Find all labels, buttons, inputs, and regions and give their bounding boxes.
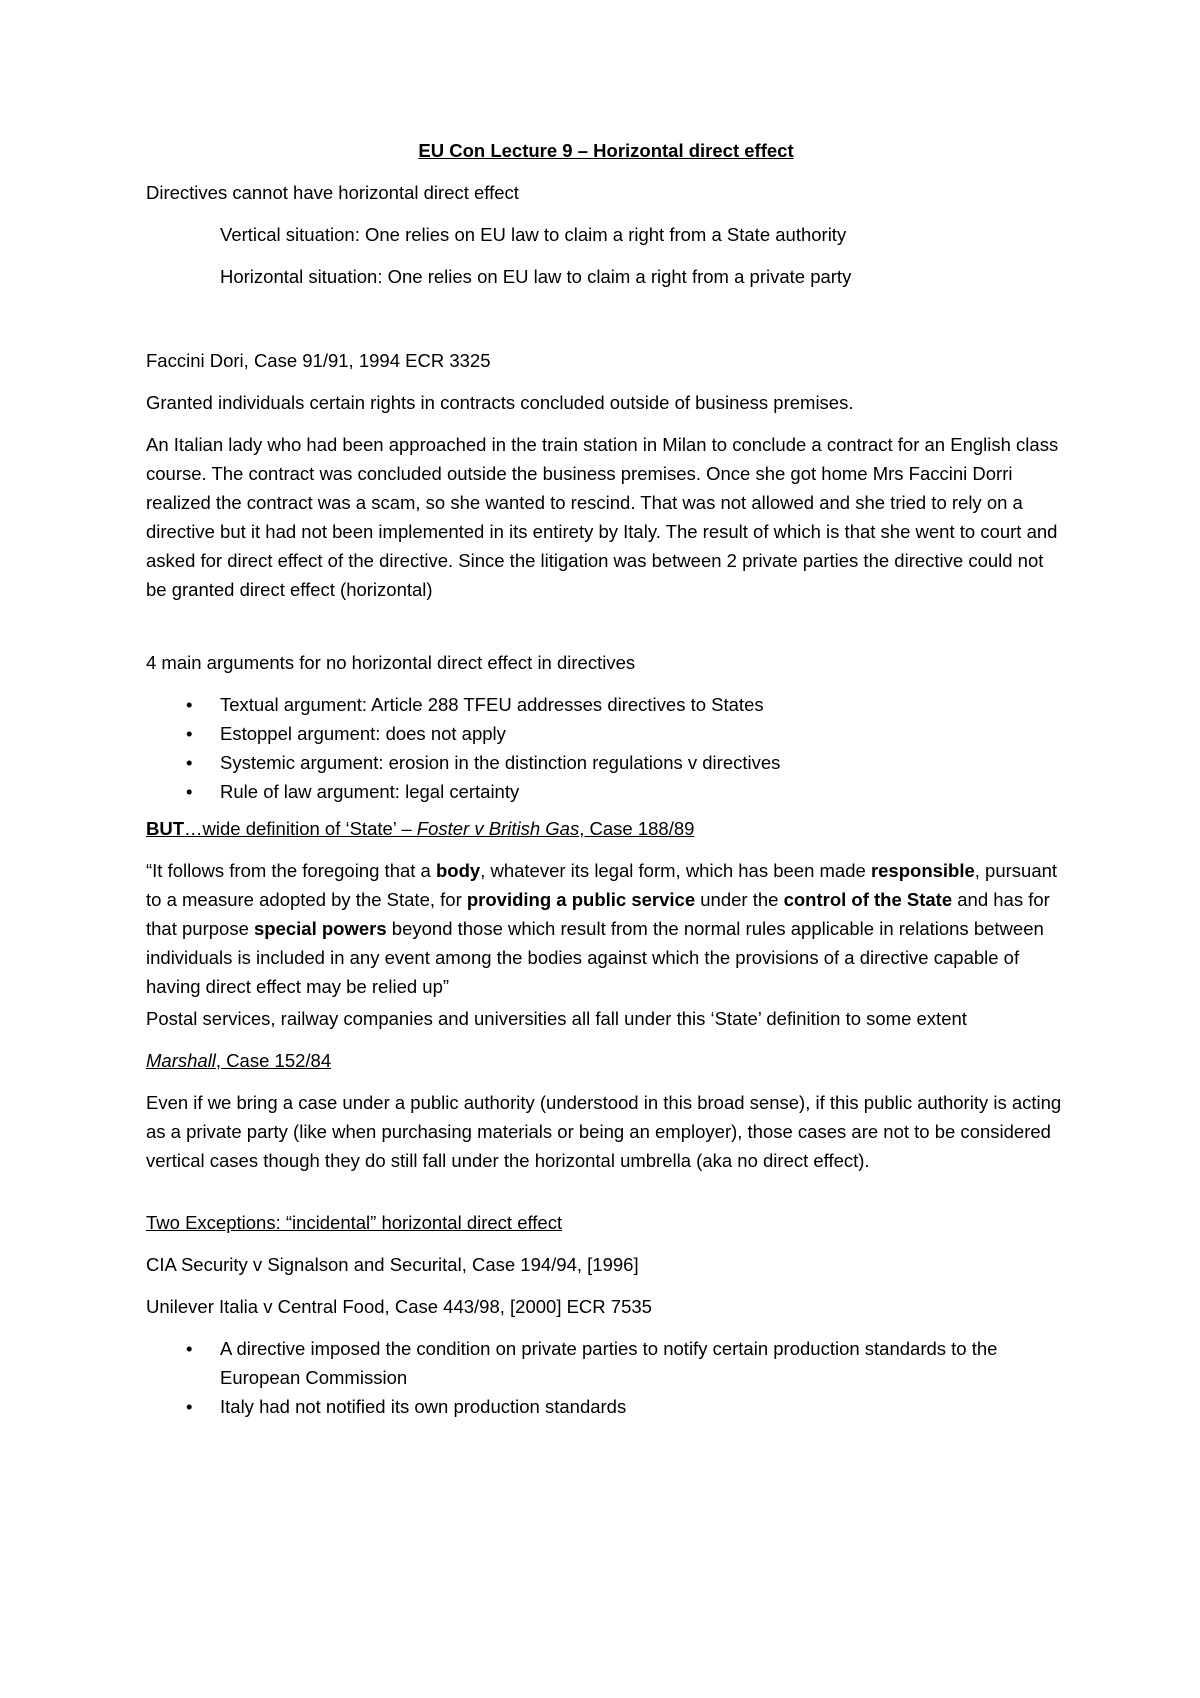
quote-emphasis: responsible [870,860,975,881]
argument-text: Rule of law argument: legal certainty [220,781,520,802]
horizontal-situation: Horizontal situation: One relies on EU law to claim a right from a private party [220,266,852,287]
arguments-heading: 4 main arguments for no horizontal direct effect in directives [146,652,636,673]
marshall-citation: , Case 152/84 [215,1050,332,1071]
bullet-icon: • [186,752,193,773]
intro-line: Directives cannot have horizontal direct effect [146,182,519,203]
foster-heading-text: …wide definition of ‘State’ – [184,818,417,839]
quote-text: , pursuant to a measure adopted by the State, for [146,860,1058,910]
vertical-situation: Vertical situation: One relies on EU law to claim a right from a State authority [220,224,847,245]
exceptions-list [146,1334,1066,1421]
list-item [146,777,1066,806]
quote-emphasis: body [435,860,481,881]
quote-text: beyond those which result from the normal rules applicable in relations between individuals is included in any event among the bodies against which the provisions of a directive capable of having direct effect may be relied up” [146,918,1044,997]
exception-case-2: Unilever Italia v Central Food, Case 443/98, [2000] ECR 7535 [146,1296,652,1317]
marshall-heading [146,1046,1066,1075]
quote-emphasis: special powers [254,918,387,939]
quote-text: under the [695,889,784,910]
bullet-icon: • [186,694,193,715]
argument-text: Systemic argument: erosion in the distinction regulations v directives [220,752,781,773]
argument-text: Estoppel argument: does not apply [220,723,506,744]
marshall-case-name: Marshall [146,1050,216,1071]
foster-heading [146,814,1066,843]
foster-note: Postal services, railway companies and universities all fall under this ‘State’ definition to some extent [146,1008,967,1029]
list-item [146,690,1066,719]
list-item [146,1392,1066,1421]
faccini-heading: Faccini Dori, Case 91/91, 1994 ECR 3325 [146,350,491,371]
quote-emphasis: providing a public service [466,889,696,910]
marshall-text: Even if we bring a case under a public authority (understood in this broad sense), if this public authority is acting as a private party (like when purchasing materials or being an employer), those cases are not to be considered vertical cases though they do still fall under the horizontal umbrella (aka no direct effect). [146,1092,1062,1171]
exception-text: Italy had not notified its own production standards [220,1396,627,1417]
faccini-facts: An Italian lady who had been approached in the train station in Milan to conclude a contract for an English class course. The contract was concluded outside the business premises. Once she got home Mrs Faccini Dorri realized the contract was a scam, so she wanted to rescind. That was not allowed and she tried to rely on a directive but it had not been implemented in its entirety by Italy. The result of which is that she went to court and asked for direct effect of the directive. Since the litigation was between 2 private parties the directive could not be granted direct effect (horizontal) [146,434,1059,600]
quote-text: and has for that purpose [146,889,1050,939]
argument-text: Textual argument: Article 288 TFEU addresses directives to States [220,694,764,715]
faccini-summary: Granted individuals certain rights in contracts concluded outside of business premises. [146,392,854,413]
foster-quote [146,856,1066,1001]
but-label: BUT [146,818,185,839]
list-item [146,748,1066,777]
exceptions-heading: Two Exceptions: “incidental” horizontal direct effect [146,1212,563,1233]
foster-citation: , Case 188/89 [579,818,695,839]
arguments-list [146,690,1066,806]
exception-text: A directive imposed the condition on private parties to notify certain production standards to the European Commission [220,1338,998,1388]
quote-text: , whatever its legal form, which has been made [480,860,871,881]
bullet-icon: • [186,781,193,802]
quote-text: “It follows from the foregoing that a [146,860,436,881]
quote-emphasis: control of the State [783,889,953,910]
list-item [146,1334,1066,1392]
bullet-icon: • [186,723,193,744]
bullet-icon: • [186,1396,193,1417]
document-title: EU Con Lecture 9 – Horizontal direct effect [418,140,794,161]
list-item [146,719,1066,748]
exception-case-1: CIA Security v Signalson and Securital, Case 194/94, [1996] [146,1254,639,1275]
foster-case-name: Foster v British Gas [416,818,580,839]
bullet-icon: • [186,1338,193,1359]
